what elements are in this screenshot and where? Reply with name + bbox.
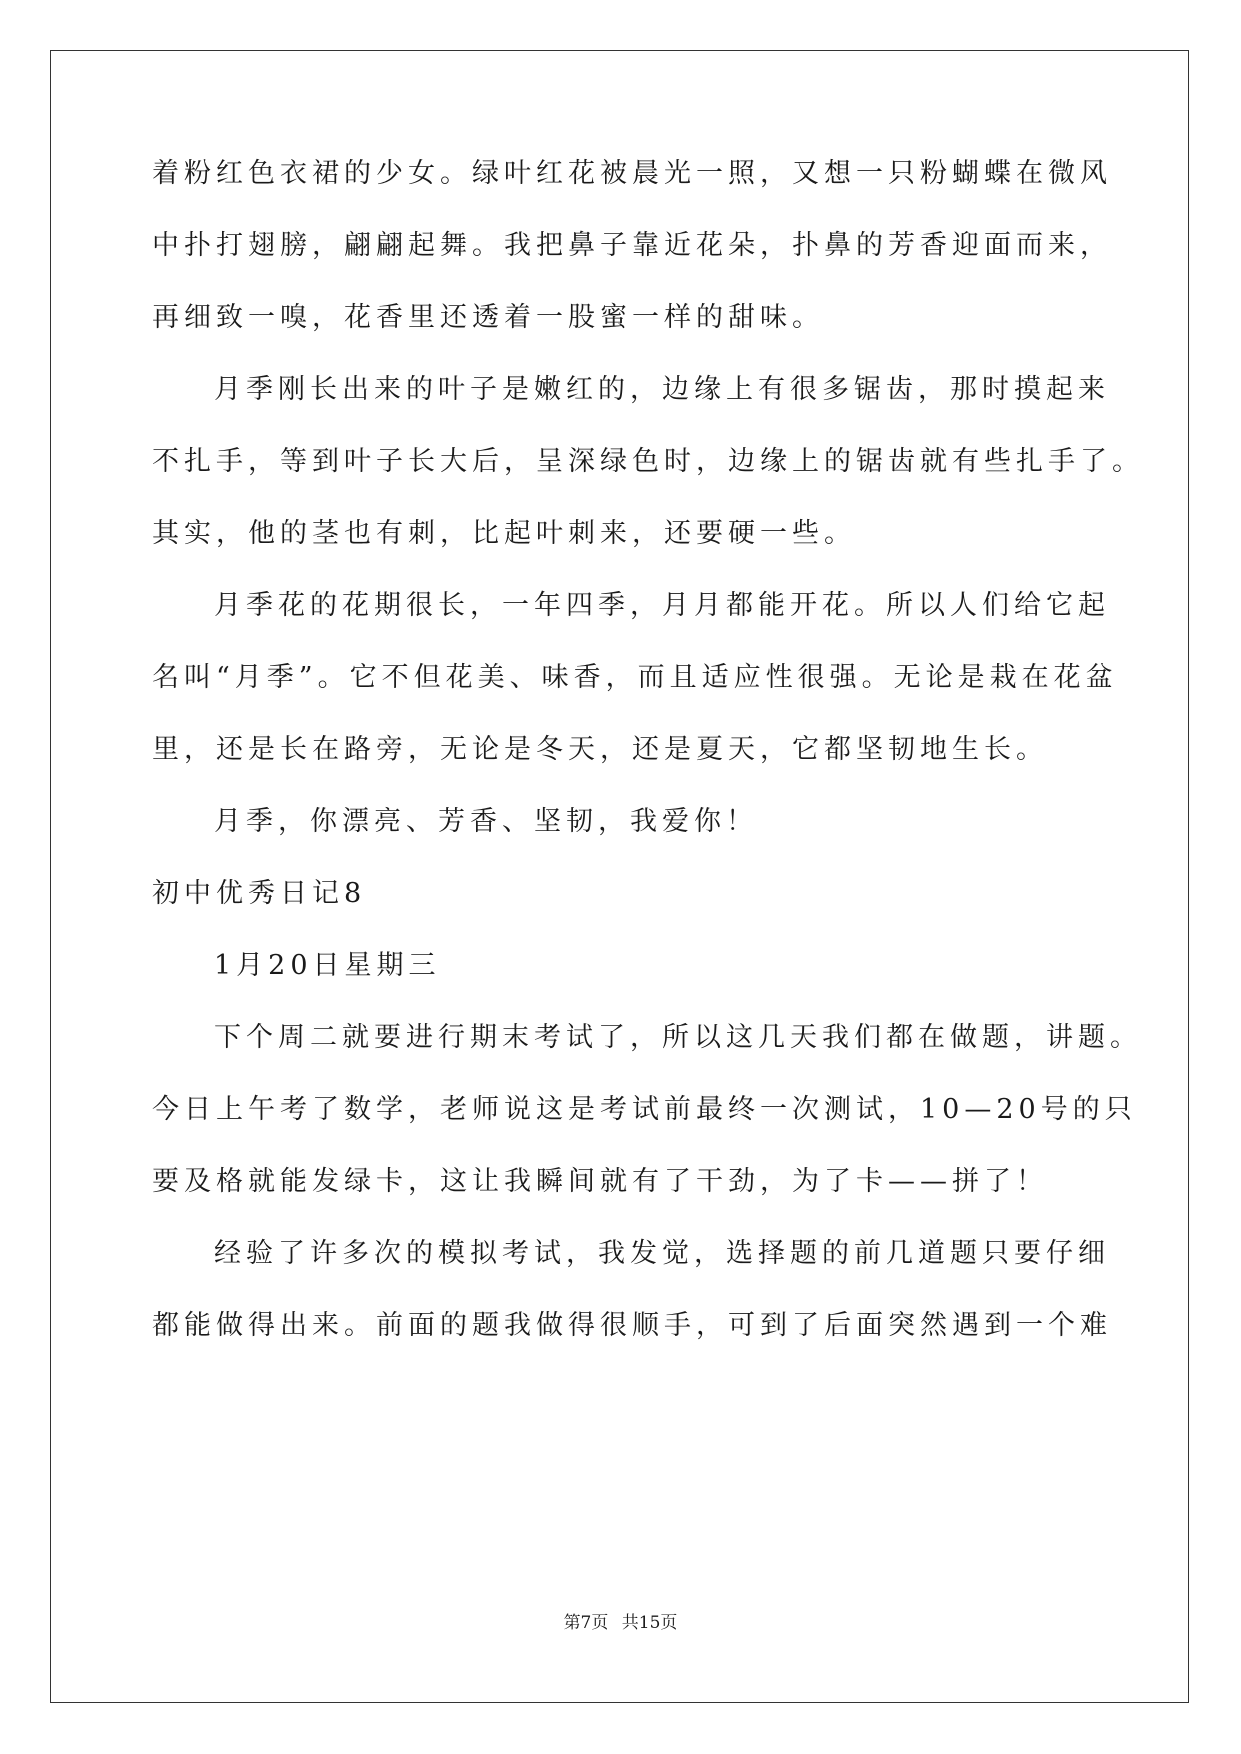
text-line: 里，还是长在路旁，无论是冬天，还是夏天，它都坚韧地生长。 xyxy=(152,734,1048,765)
text-line: 着粉红色衣裙的少女。绿叶红花被晨光一照，又想一只粉蝴蝶在微风 xyxy=(152,158,1112,189)
text-line: 经验了许多次的模拟考试，我发觉，选择题的前几道题只要仔细 xyxy=(214,1238,1110,1269)
text-line: 要及格就能发绿卡，这让我瞬间就有了干劲，为了卡——拼了！ xyxy=(152,1166,1048,1197)
text-line: 下个周二就要进行期末考试了，所以这几天我们都在做题，讲题。 xyxy=(214,1022,1142,1053)
page-footer xyxy=(0,1612,1241,1634)
text-line: 月季刚长出来的叶子是嫩红的，边缘上有很多锯齿，那时摸起来 xyxy=(214,374,1110,405)
text-line: 其实，他的茎也有刺，比起叶刺来，还要硬一些。 xyxy=(152,518,856,549)
text-line: 不扎手，等到叶子长大后，呈深绿色时，边缘上的锯齿就有些扎手了。 xyxy=(152,446,1144,477)
page-total: 共15页 xyxy=(621,1613,678,1633)
text-line: 名叫“月季”。它不但花美、味香，而且适应性很强。无论是栽在花盆 xyxy=(152,662,1118,693)
text-line: 都能做得出来。前面的题我做得很顺手，可到了后面突然遇到一个难 xyxy=(152,1310,1112,1341)
section-heading: 初中优秀日记8 xyxy=(152,878,367,909)
text-line: 再细致一嗅，花香里还透着一股蜜一样的甜味。 xyxy=(152,302,824,333)
text-line: 今日上午考了数学，老师说这是考试前最终一次测试，10—20号的只 xyxy=(152,1094,1137,1125)
diary-date: 1月20日星期三 xyxy=(214,950,441,981)
text-line: 月季花的花期很长，一年四季，月月都能开花。所以人们给它起 xyxy=(214,590,1110,621)
text-line: 月季，你漂亮、芳香、坚韧，我爱你！ xyxy=(214,806,758,837)
page-number: 第7页 xyxy=(563,1613,609,1633)
text-line: 中扑打翅膀，翩翩起舞。我把鼻子靠近花朵，扑鼻的芳香迎面而来， xyxy=(152,230,1112,261)
